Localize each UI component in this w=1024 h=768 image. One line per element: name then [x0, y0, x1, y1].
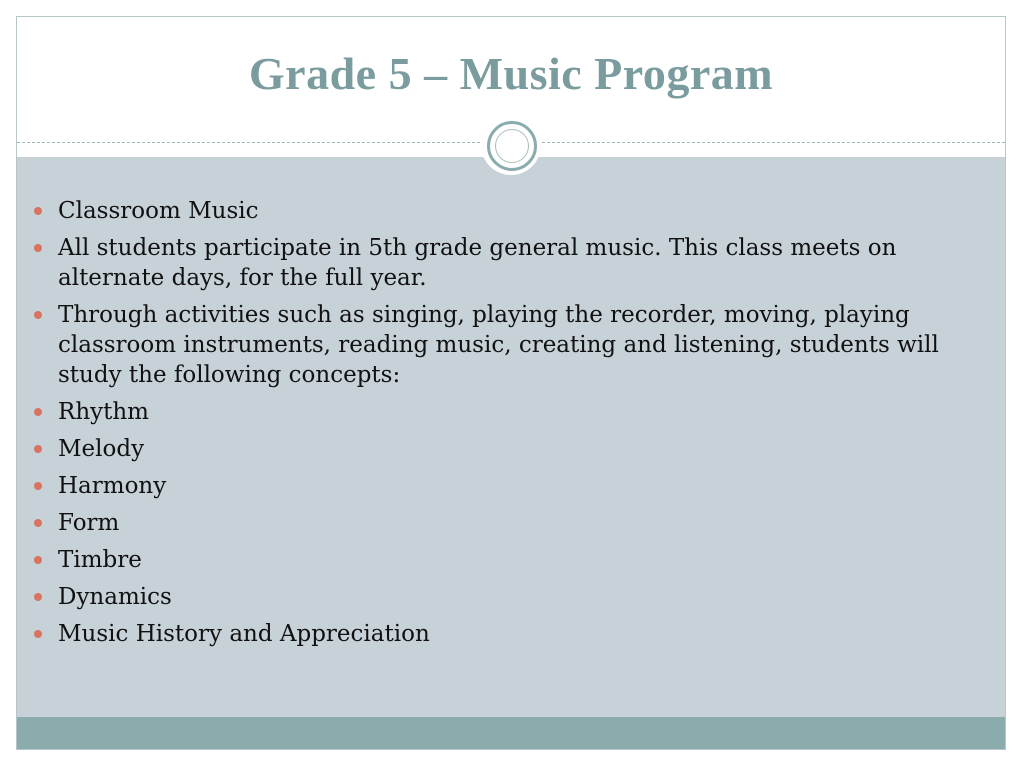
bullet-item	[34, 300, 964, 390]
bullet-dot-icon	[34, 445, 42, 453]
bullet-item	[34, 233, 964, 293]
bullet-dot-icon	[34, 482, 42, 490]
bullet-text: Form	[58, 510, 120, 536]
bullet-dot-icon	[34, 207, 42, 215]
ornament-inner-ring	[495, 129, 529, 163]
bullet-text: Harmony	[58, 473, 167, 499]
bullet-item	[34, 508, 964, 538]
bullet-list	[34, 196, 964, 656]
slide-title: Grade 5 – Music Program	[248, 48, 774, 99]
bullet-item	[34, 619, 964, 649]
bullet-dot-icon	[34, 519, 42, 527]
bullet-item	[34, 196, 964, 226]
bullet-text: Through activities such as singing, playing the recorder, moving, playing classroom instruments, reading music, creating and listening, students will study the following concepts:	[58, 302, 939, 388]
bullet-text: All students participate in 5th grade general music. This class meets on alternate days, for the full year.	[58, 235, 897, 291]
bullet-text: Music History and Appreciation	[58, 621, 430, 647]
bullet-text: Melody	[58, 436, 145, 462]
bullet-text: Dynamics	[58, 584, 172, 610]
circle-ornament-icon	[481, 115, 541, 175]
bullet-dot-icon	[34, 593, 42, 601]
bullet-item	[34, 397, 964, 427]
bullet-dot-icon	[34, 244, 42, 252]
bullet-item	[34, 545, 964, 575]
bullet-text: Timbre	[58, 547, 142, 573]
bullet-item	[34, 471, 964, 501]
ornament-ring	[487, 121, 537, 171]
bullet-dot-icon	[34, 311, 42, 319]
bullet-text: Classroom Music	[58, 198, 259, 224]
bullet-dot-icon	[34, 408, 42, 416]
bullet-dot-icon	[34, 630, 42, 638]
bullet-item	[34, 582, 964, 612]
bullet-item	[34, 434, 964, 464]
bullet-text: Rhythm	[58, 399, 149, 425]
footer-band	[17, 717, 1005, 750]
bullet-dot-icon	[34, 556, 42, 564]
